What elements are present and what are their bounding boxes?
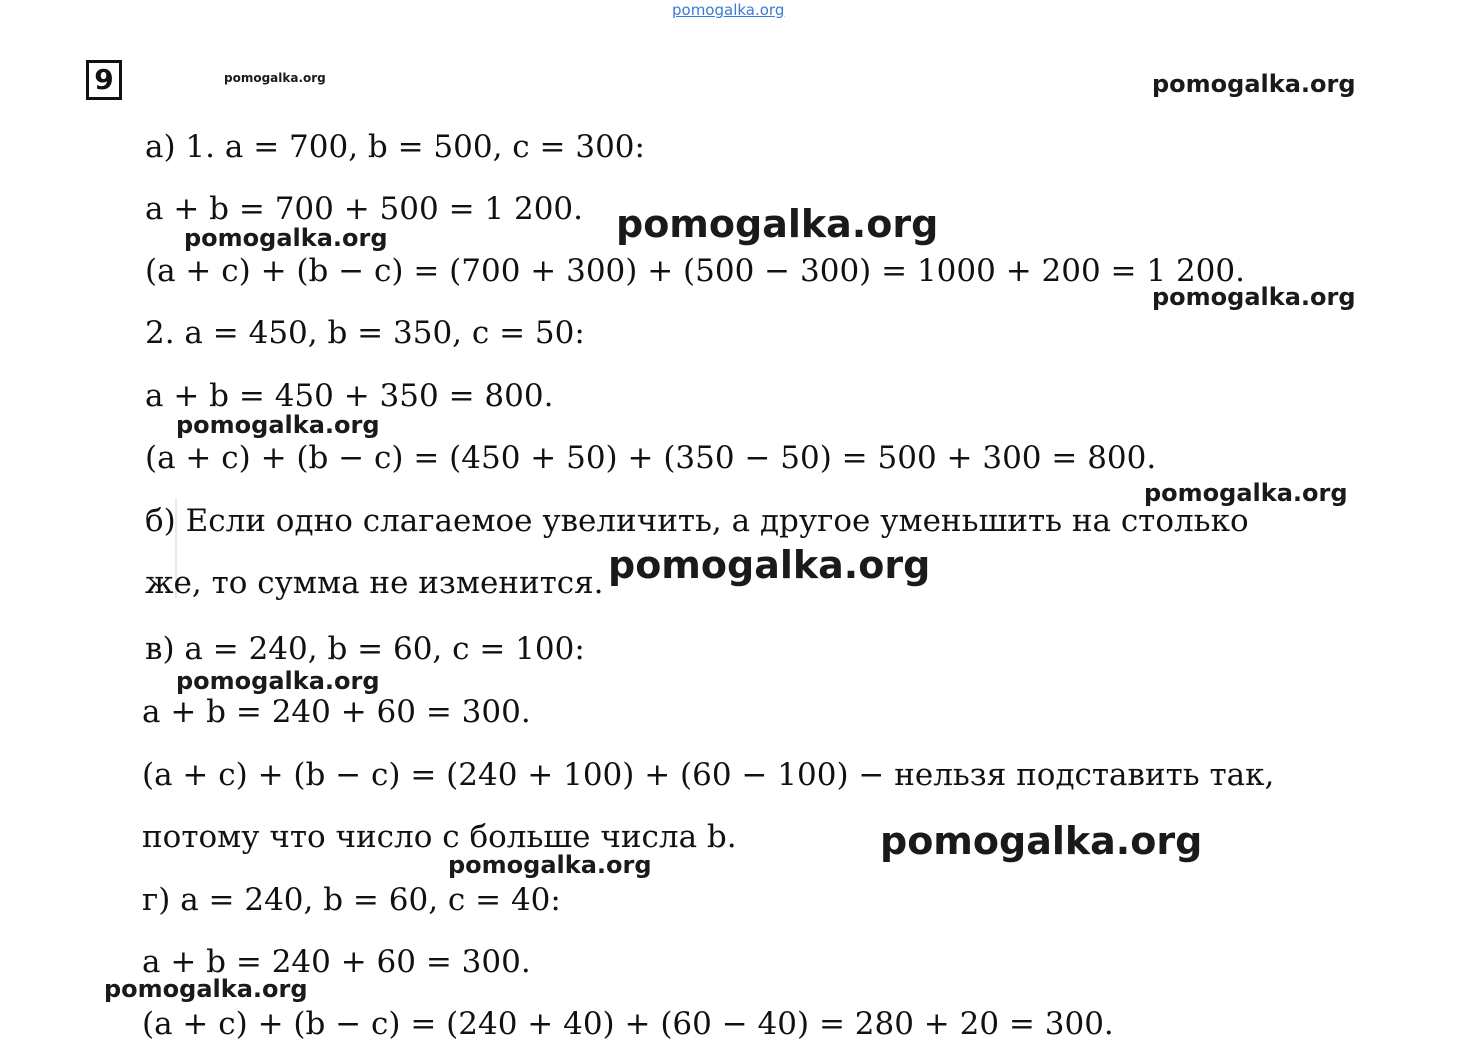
part-g-sum: a + b = 240 + 60 = 300. (142, 944, 531, 980)
part-v-sum: a + b = 240 + 60 = 300. (142, 694, 531, 730)
watermark: pomogalka.org (1152, 283, 1356, 311)
part-a1-expression: (a + c) + (b − c) = (700 + 300) + (500 − 300) = 1000 + 200 = 1 200. (145, 253, 1245, 289)
part-a1-sum: a + b = 700 + 500 = 1 200. (145, 191, 583, 227)
watermark: pomogalka.org (184, 224, 388, 252)
part-v-expression: (a + c) + (b − c) = (240 + 100) + (60 − 100) − нельзя подставить так, (142, 757, 1275, 793)
watermark: pomogalka.org (616, 202, 939, 246)
watermark: pomogalka.org (104, 975, 308, 1003)
watermark: pomogalka.org (1144, 479, 1348, 507)
watermark-small: pomogalka.org (224, 71, 326, 85)
part-a2-sum: a + b = 450 + 350 = 800. (145, 378, 554, 414)
part-g-heading: г) a = 240, b = 60, c = 40: (142, 882, 561, 918)
part-b-text-line2: же, то сумма не изменится. (145, 565, 604, 601)
watermark: pomogalka.org (880, 819, 1203, 863)
part-g-expression: (a + c) + (b − c) = (240 + 40) + (60 − 40) = 280 + 20 = 300. (142, 1006, 1114, 1042)
part-v-heading: в) a = 240, b = 60, c = 100: (145, 631, 585, 667)
part-b-text-line1: б) Если одно слагаемое увеличить, а другое уменьшить на столько (145, 503, 1249, 539)
part-a2-heading: 2. a = 450, b = 350, c = 50: (145, 315, 585, 351)
watermark-header-right: pomogalka.org (1152, 70, 1356, 98)
part-a-heading: а) 1. a = 700, b = 500, c = 300: (145, 129, 645, 165)
watermark: pomogalka.org (176, 667, 380, 695)
task-number-box: 9 (86, 60, 122, 100)
watermark: pomogalka.org (448, 851, 652, 879)
top-watermark-link[interactable]: pomogalka.org (672, 1, 785, 19)
watermark: pomogalka.org (608, 543, 931, 587)
watermark: pomogalka.org (176, 411, 380, 439)
part-a2-expression: (a + c) + (b − c) = (450 + 50) + (350 − 50) = 500 + 300 = 800. (145, 440, 1157, 476)
part-v-reason: потому что число c больше числа b. (142, 819, 737, 855)
